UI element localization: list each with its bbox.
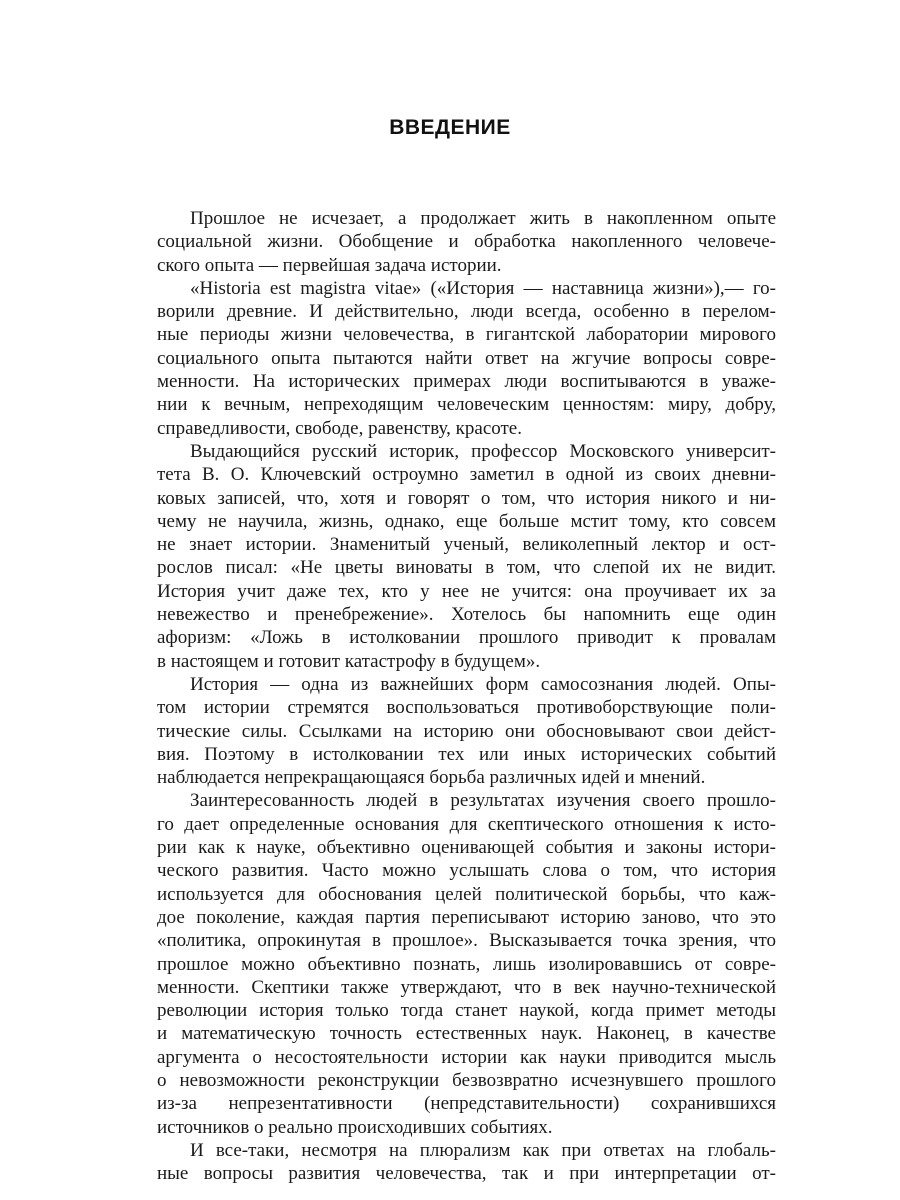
text-line: И все-таки, несмотря на плюрализм как при ответах на глобаль- [190,1139,776,1161]
text-line: ные периоды жизни человечества, в гигантской лаборатории мирового [157,324,776,346]
text-line: справедливости, свободе, равенству, красоте. [157,417,522,439]
text-line: афоризм: «Ложь в истолковании прошлого приводит к провалам [157,627,776,649]
paragraph-6 [124,1139,776,1186]
paragraph-5 [124,789,776,1138]
text-line: из-за непрезентативности (непредставительности) сохранившихся [157,1093,776,1115]
paragraph-3 [124,440,776,673]
text-line: История — одна из важнейших форм самосознания людей. Опы- [190,673,776,695]
text-line: ные вопросы развития человечества, так и при интерпретации от- [157,1163,776,1185]
text-line: наблюдается непрекращающаяся борьба различных идей и мнений. [157,767,706,789]
text-line: «политика, опрокинутая в прошлое». Высказывается точка зрения, что [157,930,776,952]
chapter-heading: ВВЕДЕНИЕ [389,116,511,139]
text-line: в настоящем и готовит катастрофу в будущем». [157,650,541,672]
text-line: рослов писал: «Не цветы виноваты в том, что слепой их не видит. [157,557,776,579]
text-line: источников о реально происходивших событиях. [157,1116,553,1138]
text-line: ворили древние. И действительно, люди всегда, особенно в перелом- [157,301,776,323]
text-line: революции история только тогда станет наукой, когда примет методы [157,1000,776,1022]
text-line: Выдающийся русский историк, профессор Московского университ- [190,440,776,462]
text-line: тета В. О. Ключевский остроумно заметил в одной из своих дневни- [157,464,776,486]
text-line: рии как к науке, объективно оценивающей события и законы истори- [157,837,776,859]
text-line: и математическую точность естественных наук. Наконец, в качестве [157,1023,776,1045]
text-line: менности. Скептики также утверждают, что в век научно-технической [157,976,776,998]
text-line: используется для обоснования целей политической борьбы, что каж- [157,883,776,905]
text-line: тические силы. Ссылками на историю они обосновывают свои дейст- [157,720,776,742]
text-line: невежество и пренебрежение». Хотелось бы напомнить еще один [157,604,776,626]
text-line: Заинтересованность людей в результатах изучения своего прошло- [190,790,776,812]
text-line: История учит даже тех, кто у нее не учится: она проучивает их за [157,580,776,602]
text-line: том истории стремятся воспользоваться противоборствующие поли- [157,697,776,719]
text-line: ковых записей, что, хотя и говорят о том, что история никого и ни- [157,487,776,509]
text-line: «Historia est magistra vitae» («История — наставница жизни»),— го- [190,277,776,299]
text-line: аргумента о несостоятельности истории как науки приводится мысль [157,1046,776,1068]
text-line: вия. Поэтому в истолковании тех или иных исторических событий [157,743,776,765]
body-text [124,207,776,1185]
text-line: социальной жизни. Обобщение и обработка накопленного человече- [157,231,776,253]
text-line: дое поколение, каждая партия переписывают историю заново, что это [157,906,776,928]
text-line: ского опыта — первейшая задача истории. [157,254,502,276]
text-line: Прошлое не исчезает, а продолжает жить в накопленном опыте [190,208,776,229]
text-line: ческого развития. Часто можно услышать слова о том, что история [157,860,776,882]
text-line: го дает определенные основания для скептического отношения к исто- [157,813,776,835]
paragraph-1 [124,207,776,277]
text-line: менности. На исторических примерах люди воспитываются в уваже- [157,371,776,393]
text-line: чему не научила, жизнь, однако, еще больше мстит тому, кто совсем [157,510,776,532]
text-line: о невозможности реконструкции безвозвратно исчезнувшего прошлого [157,1069,776,1091]
paragraph-4 [124,673,776,789]
text-line: прошлое можно объективно познать, лишь изолировавшись от совре- [157,953,776,975]
text-line: нии к вечным, непреходящим человеческим ценностям: миру, добру, [157,394,776,416]
paragraph-2 [124,277,776,440]
text-line: социального опыта пытаются найти ответ на жгучие вопросы совре- [157,347,776,369]
text-line: не знает истории. Знаменитый ученый, великолепный лектор и ост- [157,534,776,556]
